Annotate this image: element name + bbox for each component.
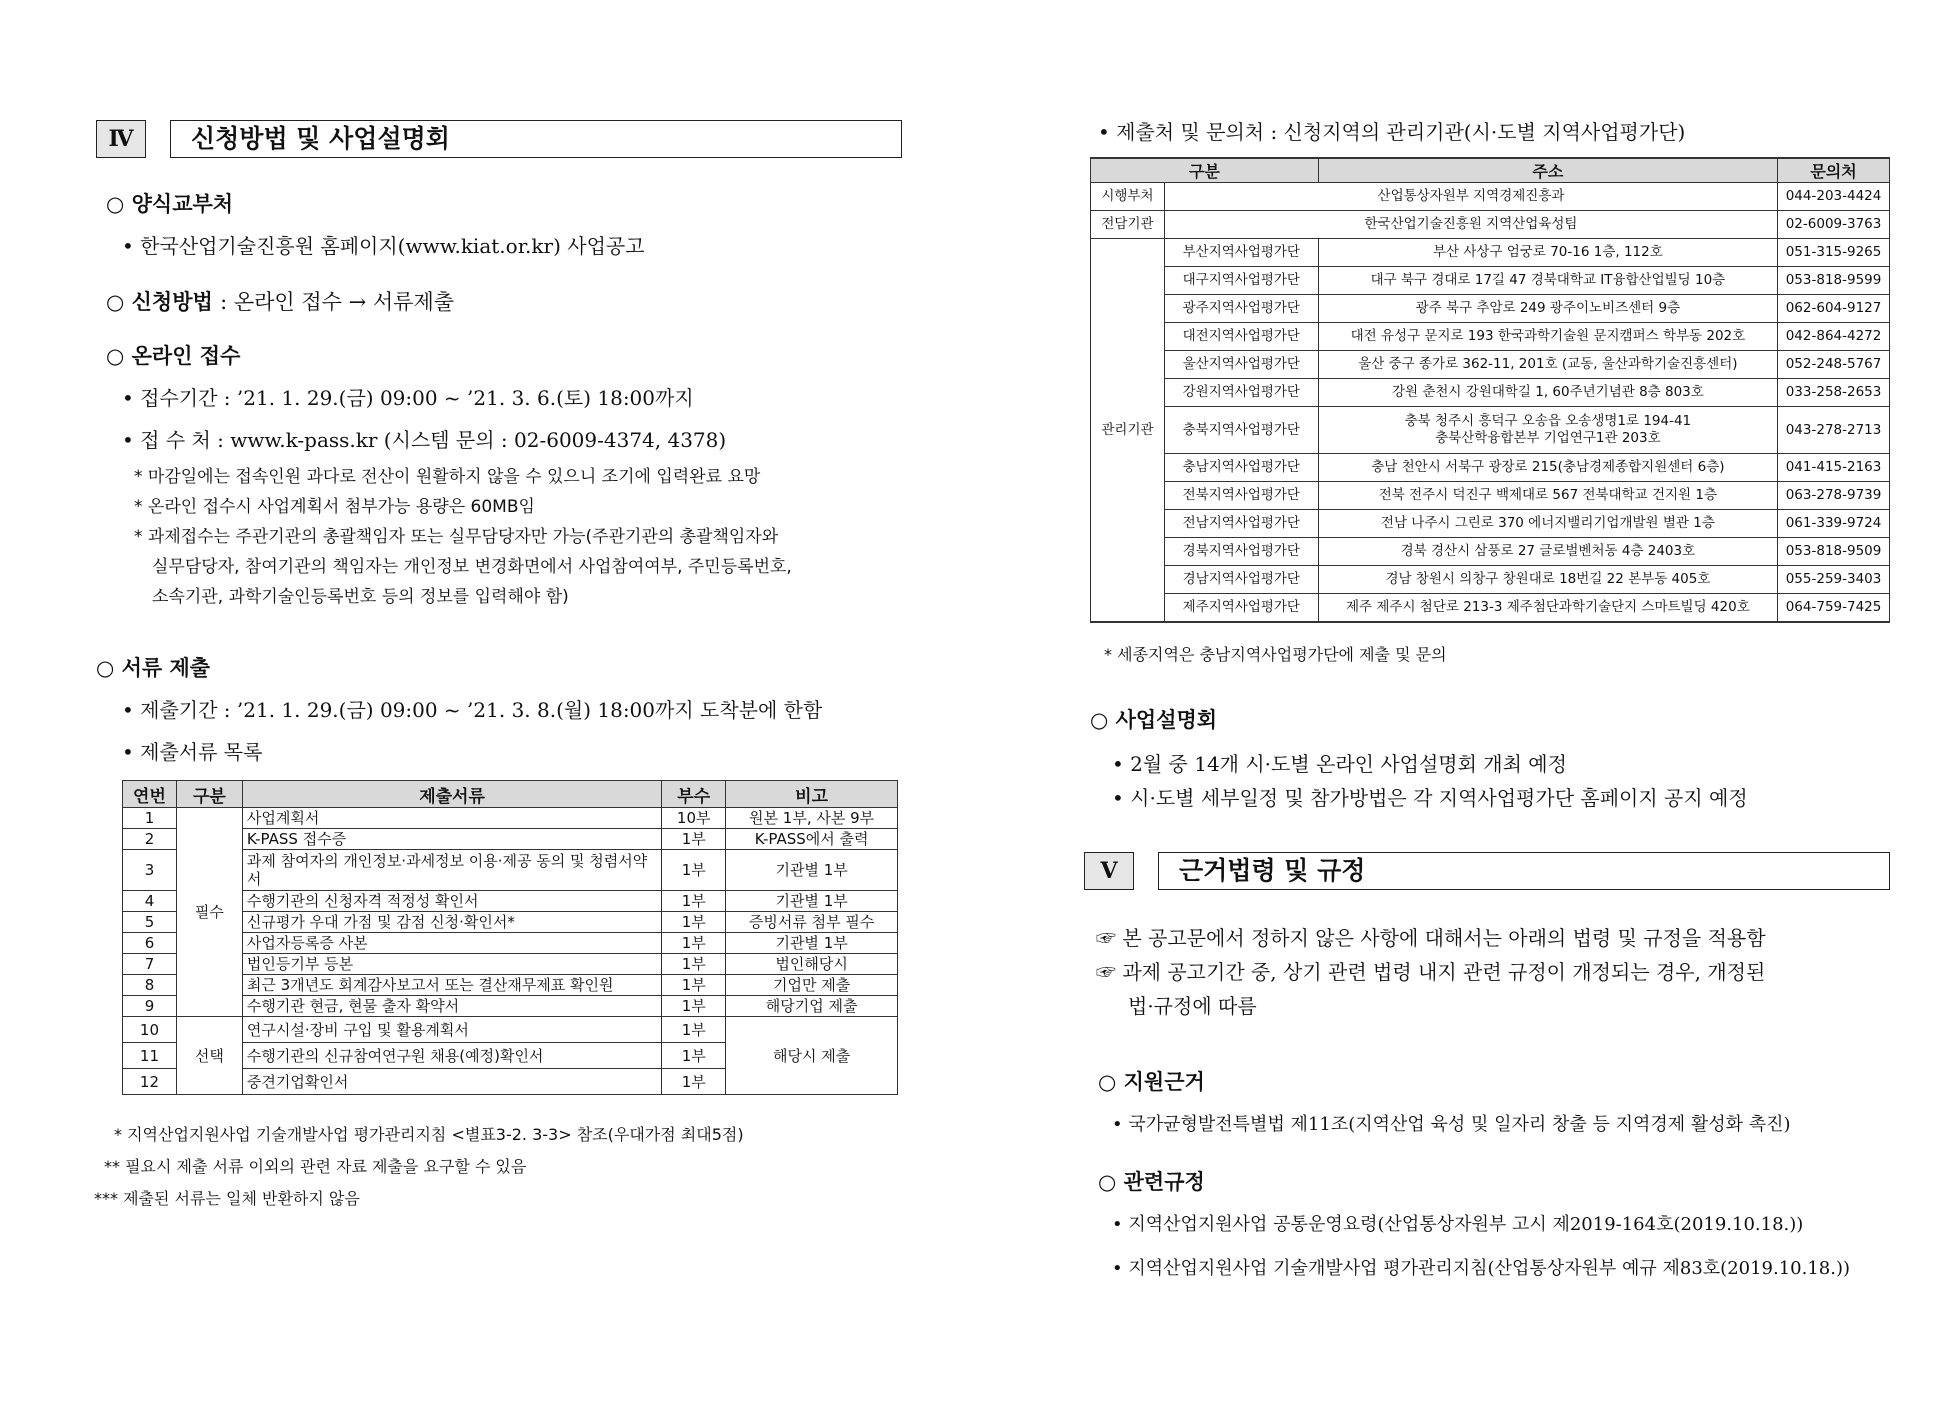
col-group: 구분 <box>176 781 242 808</box>
regulation-bullet-1: • 지역산업지원사업 공통운영요령(산업통상자원부 고시 제2019-164호(2019.10.18.)) <box>1112 1214 1804 1235</box>
row-phone: 055-259-3403 <box>1778 566 1890 594</box>
contacts-table-header <box>1091 158 1890 183</box>
col-type: 구분 <box>1091 158 1319 183</box>
row-copies: 1부 <box>662 1069 726 1095</box>
row-address: 광주 북구 추암로 249 광주이노비즈센터 9층 <box>1318 295 1777 323</box>
documents-heading: ○ 서류 제출 <box>96 655 211 680</box>
row-phone: 053-818-9509 <box>1778 538 1890 566</box>
row-phone: 063-278-9739 <box>1778 482 1890 510</box>
section-5-number: Ⅴ <box>1084 852 1134 890</box>
documents-list-label: • 제출서류 목록 <box>122 740 263 764</box>
row-address: 충남 천안시 서북구 광장로 215(충남경제종합지원센터 6층) <box>1318 454 1777 482</box>
apply-method-detail: : 온라인 접수 → 서류제출 <box>220 290 455 314</box>
apply-method-heading <box>106 286 454 316</box>
basis-bullet: • 국가균형발전특별법 제11조(지역산업 육성 및 일자리 창출 등 지역경제 활성화 촉진) <box>1112 1114 1791 1135</box>
online-note-3-cont2: 소속기관, 과학기술인등록번호 등의 정보를 입력해야 함) <box>152 587 569 607</box>
row-org: 대구지역사업평가단 <box>1164 267 1318 295</box>
basis-heading: ○ 지원근거 <box>1098 1069 1205 1094</box>
row-address: 강원 춘천시 강원대학길 1, 60주년기념관 8층 803호 <box>1318 379 1777 407</box>
regulations-heading: ○ 관련규정 <box>1098 1169 1205 1194</box>
table-row <box>1091 351 1890 379</box>
section-4-number: Ⅳ <box>96 120 146 158</box>
row-address-line1: 충북 청주시 흥덕구 오송읍 오송생명1로 194-41 <box>1404 413 1692 429</box>
optional-remark: 해당시 제출 <box>726 1017 898 1095</box>
row-remark: K-PASS에서 출력 <box>726 829 898 850</box>
row-type: 전담기관 <box>1091 211 1165 239</box>
row-doc: 과제 참여자의 개인정보·과세정보 이용·제공 동의 및 청렴서약서 <box>242 850 661 891</box>
row-address: 한국산업기술진흥원 지역산업육성팀 <box>1164 211 1777 239</box>
row-remark: 원본 1부, 사본 9부 <box>726 808 898 829</box>
row-no: 12 <box>123 1069 177 1095</box>
row-address: 부산 사상구 엄궁로 70-16 1층, 112호 <box>1318 239 1777 267</box>
row-org: 전북지역사업평가단 <box>1164 482 1318 510</box>
table-row <box>1091 566 1890 594</box>
online-site: • 접 수 처 : www.k-pass.kr (시스템 문의 : 02-6009-4374, 4378) <box>122 428 727 452</box>
col-copies: 부수 <box>662 781 726 808</box>
documents-table-header <box>123 781 898 808</box>
row-address: 대전 유성구 문지로 193 한국과학기술원 문지캠퍼스 학부동 202호 <box>1318 323 1777 351</box>
row-phone: 044-203-4424 <box>1778 183 1890 211</box>
row-phone: 042-864-4272 <box>1778 323 1890 351</box>
row-phone: 02-6009-3763 <box>1778 211 1890 239</box>
row-doc: K-PASS 접수증 <box>242 829 661 850</box>
table-row <box>1091 323 1890 351</box>
table-row <box>1091 538 1890 566</box>
row-doc: 최근 3개년도 회계감사보고서 또는 결산재무제표 확인원 <box>242 975 661 996</box>
row-copies: 1부 <box>662 912 726 933</box>
row-address: 산업통상자원부 지역경제진흥과 <box>1164 183 1777 211</box>
contacts-table <box>1090 157 1890 623</box>
table-row <box>1091 482 1890 510</box>
row-doc: 수행기관 현금, 현물 출자 확약서 <box>242 996 661 1017</box>
online-note-1: * 마감일에는 접속인원 과다로 전산이 원활하지 않을 수 있으니 조기에 입력완료 요망 <box>134 467 761 487</box>
row-remark: 기관별 1부 <box>726 891 898 912</box>
section-5-point-1: ☞ 본 공고문에서 정하지 않은 사항에 대해서는 아래의 법령 및 규정을 적용함 <box>1096 926 1766 950</box>
row-org: 대전지역사업평가단 <box>1164 323 1318 351</box>
row-no: 6 <box>123 933 177 954</box>
table-row <box>1091 594 1890 623</box>
online-heading: ○ 온라인 접수 <box>106 343 241 368</box>
row-copies: 1부 <box>662 954 726 975</box>
row-no: 4 <box>123 891 177 912</box>
row-remark: 법인해당시 <box>726 954 898 975</box>
table-row <box>123 1017 898 1043</box>
row-org: 충남지역사업평가단 <box>1164 454 1318 482</box>
col-remark: 비고 <box>726 781 898 808</box>
briefing-bullet-2: • 시·도별 세부일정 및 참가방법은 각 지역사업평가단 홈페이지 공지 예정 <box>1112 786 1748 810</box>
section-5-point-2-cont: 법·규정에 따름 <box>1128 994 1257 1018</box>
row-remark: 기업만 제출 <box>726 975 898 996</box>
row-address: 경남 창원시 의창구 창원대로 18번길 22 본부동 405호 <box>1318 566 1777 594</box>
section-5-point-2: ☞ 과제 공고기간 중, 상기 관련 법령 내지 관련 규정이 개정되는 경우, 개정된 <box>1096 960 1766 984</box>
table-row <box>1091 183 1890 211</box>
col-doc: 제출서류 <box>242 781 661 808</box>
row-phone: 061-339-9724 <box>1778 510 1890 538</box>
row-org: 충북지역사업평가단 <box>1164 407 1318 454</box>
section-5-header <box>1084 852 1890 890</box>
row-no: 7 <box>123 954 177 975</box>
row-doc: 신규평가 우대 가점 및 감점 신청·확인서* <box>242 912 661 933</box>
row-doc: 사업계획서 <box>242 808 661 829</box>
mgmt-label: 관리기관 <box>1091 239 1165 623</box>
row-doc: 사업자등록증 사본 <box>242 933 661 954</box>
briefing-heading: ○ 사업설명회 <box>1090 707 1218 732</box>
online-note-3: * 과제접수는 주관기관의 총괄책임자 또는 실무담당자만 가능(주관기관의 총괄책임자와 <box>134 527 779 547</box>
table-row <box>123 808 898 829</box>
row-address: 전북 전주시 덕진구 백제대로 567 전북대학교 건지원 1층 <box>1318 482 1777 510</box>
row-no: 2 <box>123 829 177 850</box>
row-copies: 1부 <box>662 829 726 850</box>
row-remark: 해당기업 제출 <box>726 996 898 1017</box>
row-copies: 1부 <box>662 850 726 891</box>
online-period: • 접수기간 : ’21. 1. 29.(금) 09:00 ~ ’21. 3. 6.(토) 18:00까지 <box>122 386 694 410</box>
col-address: 주소 <box>1318 158 1777 183</box>
group-optional: 선택 <box>176 1017 242 1095</box>
section-4-title: 신청방법 및 사업설명회 <box>170 120 902 158</box>
table-row <box>1091 239 1890 267</box>
table-row <box>1091 211 1890 239</box>
documents-note-1: * 지역산업지원사업 기술개발사업 평가관리지침 <별표3-2. 3-3> 참조(우대가점 최대5점) <box>114 1125 744 1144</box>
section-4-header <box>96 120 902 158</box>
row-org: 부산지역사업평가단 <box>1164 239 1318 267</box>
row-phone: 041-415-2163 <box>1778 454 1890 482</box>
row-copies: 1부 <box>662 975 726 996</box>
apply-method-label: ○ 신청방법 <box>106 289 213 314</box>
row-org: 광주지역사업평가단 <box>1164 295 1318 323</box>
row-address: 경북 경산시 삼풍로 27 글로벌벤처동 4층 2403호 <box>1318 538 1777 566</box>
row-address: 울산 중구 종가로 362-11, 201호 (교동, 울산과학기술진흥센터) <box>1318 351 1777 379</box>
row-no: 5 <box>123 912 177 933</box>
row-copies: 10부 <box>662 808 726 829</box>
row-phone: 033-258-2653 <box>1778 379 1890 407</box>
row-address: 대구 북구 경대로 17길 47 경북대학교 IT융합산업빌딩 10층 <box>1318 267 1777 295</box>
row-doc: 법인등기부 등본 <box>242 954 661 975</box>
col-no: 연번 <box>123 781 177 808</box>
row-no: 9 <box>123 996 177 1017</box>
row-type: 시행부처 <box>1091 183 1165 211</box>
contacts-note: * 세종지역은 충남지역사업평가단에 제출 및 문의 <box>1104 645 1447 664</box>
row-phone: 053-818-9599 <box>1778 267 1890 295</box>
row-phone: 064-759-7425 <box>1778 594 1890 623</box>
row-copies: 1부 <box>662 933 726 954</box>
row-doc: 수행기관의 신규참여연구원 채용(예정)확인서 <box>242 1043 661 1069</box>
row-org: 울산지역사업평가단 <box>1164 351 1318 379</box>
row-phone: 043-278-2713 <box>1778 407 1890 454</box>
regulation-bullet-2: • 지역산업지원사업 기술개발사업 평가관리지침(산업통상자원부 예규 제83호(2019.10.18.)) <box>1112 1258 1851 1279</box>
row-address <box>1318 407 1777 454</box>
group-required: 필수 <box>176 808 242 1017</box>
form-distribution-heading: ○ 양식교부처 <box>106 191 234 216</box>
row-copies: 1부 <box>662 891 726 912</box>
row-remark: 기관별 1부 <box>726 933 898 954</box>
row-address-line2: 충북산학융합본부 기업연구1관 203호 <box>1435 430 1661 446</box>
documents-table <box>122 780 898 1095</box>
row-doc: 중견기업확인서 <box>242 1069 661 1095</box>
table-row <box>1091 510 1890 538</box>
table-row <box>1091 454 1890 482</box>
row-no: 8 <box>123 975 177 996</box>
row-copies: 1부 <box>662 996 726 1017</box>
documents-note-2: ** 필요시 제출 서류 이외의 관련 자료 제출을 요구할 수 있음 <box>104 1157 527 1176</box>
table-row <box>1091 267 1890 295</box>
row-org: 경남지역사업평가단 <box>1164 566 1318 594</box>
row-no: 11 <box>123 1043 177 1069</box>
table-row <box>1091 295 1890 323</box>
row-no: 10 <box>123 1017 177 1043</box>
row-address: 전남 나주시 그린로 370 에너지밸리기업개발원 별관 1층 <box>1318 510 1777 538</box>
row-remark: 증빙서류 첨부 필수 <box>726 912 898 933</box>
row-org: 전남지역사업평가단 <box>1164 510 1318 538</box>
col-phone: 문의처 <box>1778 158 1890 183</box>
row-no: 3 <box>123 850 177 891</box>
row-copies: 1부 <box>662 1043 726 1069</box>
table-row <box>1091 379 1890 407</box>
row-org: 경북지역사업평가단 <box>1164 538 1318 566</box>
row-no: 1 <box>123 808 177 829</box>
online-note-2: * 온라인 접수시 사업계획서 첨부가능 용량은 60MB임 <box>134 497 535 517</box>
row-org: 제주지역사업평가단 <box>1164 594 1318 623</box>
documents-period: • 제출기간 : ’21. 1. 29.(금) 09:00 ~ ’21. 3. 8.(월) 18:00까지 도착분에 한함 <box>122 698 823 722</box>
row-address: 제주 제주시 첨단로 213-3 제주첨단과학기술단지 스마트빌딩 420호 <box>1318 594 1777 623</box>
row-phone: 052-248-5767 <box>1778 351 1890 379</box>
form-distribution-bullet: • 한국산업기술진흥원 홈페이지(www.kiat.or.kr) 사업공고 <box>122 234 645 258</box>
online-note-3-cont1: 실무담당자, 참여기관의 책임자는 개인정보 변경화면에서 사업참여여부, 주민등록번호, <box>152 557 792 577</box>
row-remark: 기관별 1부 <box>726 850 898 891</box>
briefing-bullet-1: • 2월 중 14개 시·도별 온라인 사업설명회 개최 예정 <box>1112 752 1567 776</box>
table-row <box>1091 407 1890 454</box>
row-copies: 1부 <box>662 1017 726 1043</box>
contacts-heading: • 제출처 및 문의처 : 신청지역의 관리기관(시·도별 지역사업평가단) <box>1098 120 1686 144</box>
documents-note-3: *** 제출된 서류는 일체 반환하지 않음 <box>94 1189 360 1208</box>
section-5-title: 근거법령 및 규정 <box>1158 852 1890 890</box>
row-phone: 062-604-9127 <box>1778 295 1890 323</box>
row-org: 강원지역사업평가단 <box>1164 379 1318 407</box>
row-doc: 수행기관의 신청자격 적정성 확인서 <box>242 891 661 912</box>
row-doc: 연구시설·장비 구입 및 활용계획서 <box>242 1017 661 1043</box>
row-phone: 051-315-9265 <box>1778 239 1890 267</box>
